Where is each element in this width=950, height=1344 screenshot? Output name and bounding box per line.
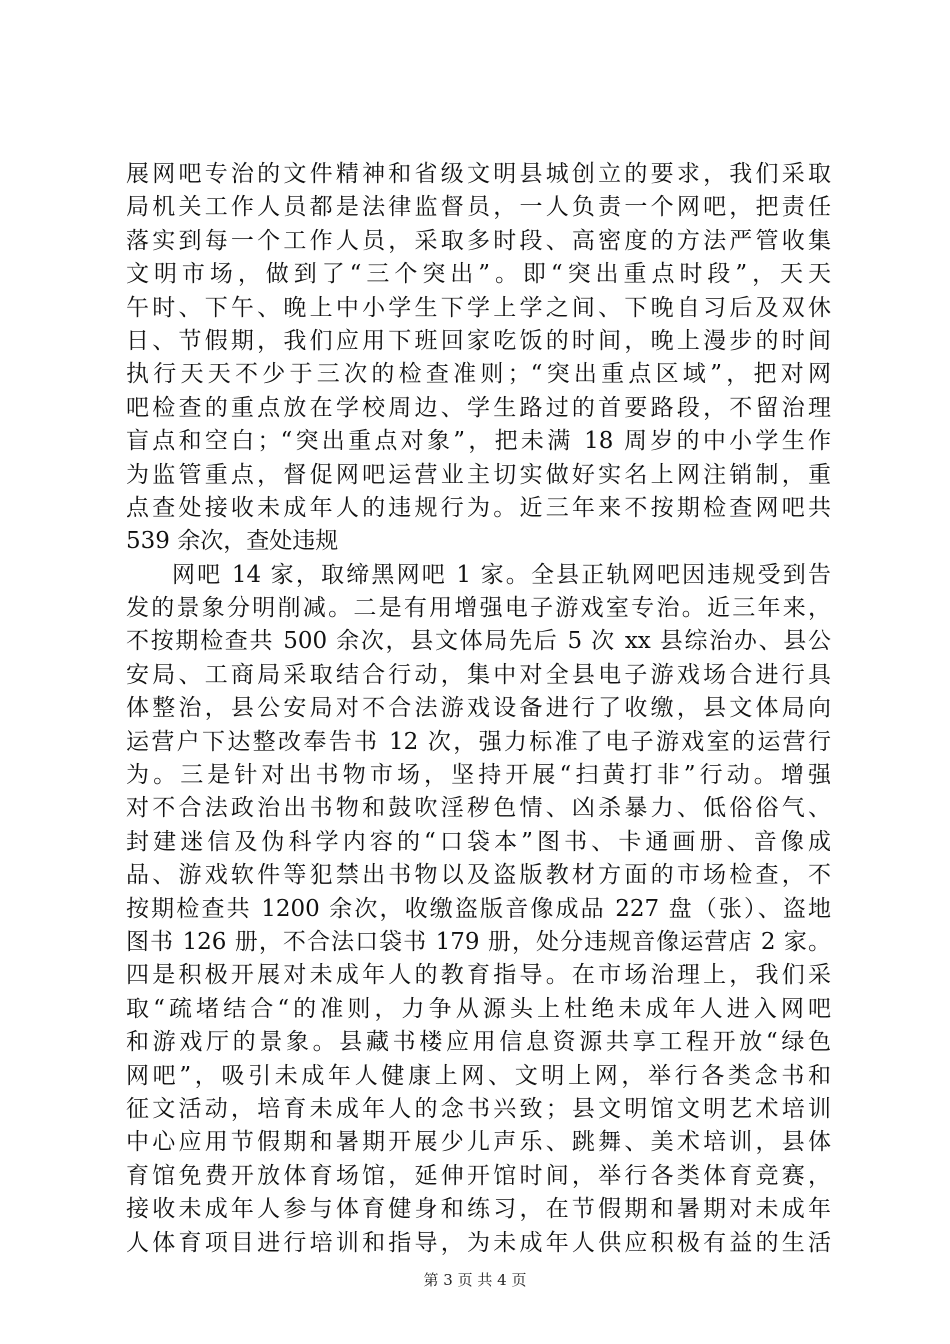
text-line: 育馆免费开放体育场馆，延伸开馆时间，举行各类体育竞赛， — [126, 1162, 831, 1189]
text-line: 为监管重点，督促网吧运营业主切实做好实名上网注销制，重 — [126, 461, 831, 488]
text-line: 封建迷信及伪科学内容的“口袋本”图书、卡通画册、音像成 — [126, 828, 831, 855]
text-line: 吧检查的重点放在学校周边、学生路过的首要路段，不留治理 — [126, 394, 831, 421]
text-line: 不按期检查共 500 余次，县文体局先后 5 次 xx 县综治办、县公 — [126, 628, 831, 655]
text-line: 取“疏堵结合“的准则，力争从源头上杜绝未成年人进入网吧 — [126, 995, 831, 1022]
text-line: 落实到每一个工作人员，采取多时段、高密度的方法严管收集 — [126, 227, 831, 254]
text-line: 日、节假期，我们应用下班回家吃饭的时间，晚上漫步的时间 — [126, 327, 831, 354]
text-line: 539 余次，查处违规 — [126, 528, 339, 555]
text-line: 体整治，县公安局对不合法游戏设备进行了收缴，县文体局向 — [126, 695, 831, 722]
text-line: 局机关工作人员都是法律监督员，一人负责一个网吧，把责任 — [126, 194, 831, 221]
text-line: 发的景象分明削减。二是有用增强电子游戏室专治。近三年来， — [126, 595, 831, 622]
text-line: 中心应用节假期和暑期开展少儿声乐、跳舞、美术培训，县体 — [126, 1129, 831, 1156]
page-footer — [0, 1270, 950, 1290]
text-line: 和游戏厅的景象。县藏书楼应用信息资源共享工程开放“绿色 — [126, 1029, 831, 1056]
text-line: 品、游戏软件等犯禁出书物以及盗版教材方面的市场检查，不 — [126, 862, 831, 889]
body-text — [126, 158, 831, 1260]
text-line: 文明市场，做到了“三个突出”。即“突出重点时段”，天天 — [126, 261, 831, 288]
text-line: 午时、下午、晚上中小学生下学上学之间、下晚自习后及双休 — [126, 294, 831, 321]
text-line: 人体育项目进行培训和指导，为未成年人供应积极有益的生活 — [126, 1229, 831, 1256]
page-number-label: 第 3 页 共 4 页 — [423, 1271, 527, 1289]
text-line: 为。三是针对出书物市场，坚持开展“扫黄打非”行动。增强 — [126, 762, 831, 789]
text-line: 接收未成年人参与体育健身和练习，在节假期和暑期对未成年 — [126, 1196, 831, 1223]
text-line: 网吧”，吸引未成年人健康上网、文明上网，举行各类念书和 — [126, 1062, 831, 1089]
text-line: 征文活动，培育未成年人的念书兴致；县文明馆文明艺术培训 — [126, 1095, 831, 1122]
text-line: 对不合法政治出书物和鼓吹淫秽色情、凶杀暴力、低俗俗气、 — [126, 795, 831, 822]
text-line: 四是积极开展对未成年人的教育指导。在市场治理上，我们采 — [126, 962, 831, 989]
text-line: 点查处接收未成年人的违规行为。近三年来不按期检查网吧共 — [126, 494, 831, 521]
text-line: 执行天天不少于三次的检查准则；“突出重点区域”，把对网 — [126, 361, 831, 388]
text-line: 运营户下达整改奉告书 12 次，强力标准了电子游戏室的运营行 — [126, 728, 831, 755]
text-line: 图书 126 册，不合法口袋书 179 册，处分违规音像运营店 2 家。 — [126, 928, 831, 955]
text-line: 展网吧专治的文件精神和省级文明县城创立的要求，我们采取 — [126, 161, 831, 187]
text-line: 按期检查共 1200 余次，收缴盗版音像成品 227 盘（张）、盗地 — [126, 895, 831, 922]
text-line: 盲点和空白；“突出重点对象”，把未满 18 周岁的中小学生作 — [126, 428, 831, 455]
text-line: 网吧 14 家，取缔黑网吧 1 家。全县正轨网吧因违规受到告 — [172, 561, 831, 588]
text-line: 安局、工商局采取结合行动，集中对全县电子游戏场合进行具 — [126, 661, 831, 688]
